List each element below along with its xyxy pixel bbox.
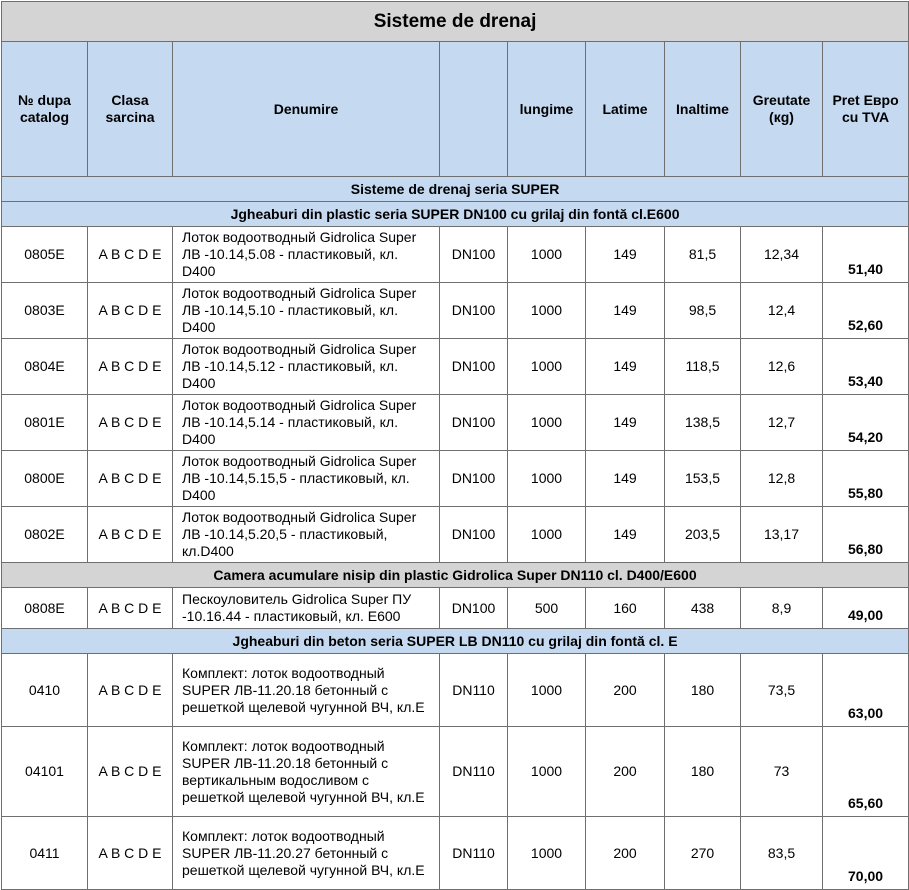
cell-dn: DN100 [440, 395, 508, 451]
cell-pret: 53,40 [823, 339, 909, 395]
cell-dn: DN100 [440, 227, 508, 283]
cell-lungime: 1000 [508, 817, 586, 890]
header-greutate: Greutate (кg) [741, 42, 823, 177]
cell-dn: DN100 [440, 283, 508, 339]
cell-denumire: Лоток водоотводный Gidrolica Super ЛВ -10.14,5.10 - пластиковый, кл. D400 [173, 283, 440, 339]
cell-clasa: A B C D E [88, 227, 173, 283]
cell-pret: 52,60 [823, 283, 909, 339]
header-denumire: Denumire [173, 42, 440, 177]
page-title: Sisteme de drenaj [2, 2, 909, 42]
cell-greutate: 8,9 [741, 588, 823, 629]
cell-inaltime: 270 [665, 817, 741, 890]
cell-pret: 51,40 [823, 227, 909, 283]
cell-catalog: 0805E [2, 227, 88, 283]
cell-pret: 70,00 [823, 817, 909, 890]
cell-greutate: 12,34 [741, 227, 823, 283]
cell-inaltime: 180 [665, 654, 741, 727]
cell-pret: 56,80 [823, 507, 909, 563]
cell-clasa: A B C D E [88, 339, 173, 395]
table-row [2, 588, 909, 629]
header-inaltime: Inaltime [665, 42, 741, 177]
section-row [2, 563, 909, 588]
cell-latime: 200 [586, 654, 665, 727]
cell-denumire: Лоток водоотводный Gidrolica Super ЛВ -10.14,5.14 - пластиковый, кл. D400 [173, 395, 440, 451]
cell-lungime: 1000 [508, 283, 586, 339]
cell-dn: DN100 [440, 507, 508, 563]
cell-lungime: 1000 [508, 395, 586, 451]
cell-greutate: 12,8 [741, 451, 823, 507]
cell-pret: 55,80 [823, 451, 909, 507]
section-title: Jgheaburi din beton seria SUPER LB DN110 cu grilaj din fontă cl. E [2, 629, 909, 654]
section-row [2, 629, 909, 654]
cell-clasa: A B C D E [88, 588, 173, 629]
cell-lungime: 1000 [508, 654, 586, 727]
header-dn [440, 42, 508, 177]
cell-inaltime: 98,5 [665, 283, 741, 339]
header-catalog: № dupa catalog [2, 42, 88, 177]
cell-clasa: A B C D E [88, 817, 173, 890]
cell-denumire: Лоток водоотводный Gidrolica Super ЛВ -10.14,5.20,5 - пластиковый, кл.D400 [173, 507, 440, 563]
cell-clasa: A B C D E [88, 507, 173, 563]
cell-inaltime: 81,5 [665, 227, 741, 283]
cell-catalog: 0803E [2, 283, 88, 339]
cell-clasa: A B C D E [88, 654, 173, 727]
cell-denumire: Пескоуловитель Gidrolica Super ПУ -10.16.44 - пластиковый, кл. E600 [173, 588, 440, 629]
cell-pret: 65,60 [823, 727, 909, 817]
cell-greutate: 73 [741, 727, 823, 817]
cell-dn: DN100 [440, 339, 508, 395]
cell-pret: 54,20 [823, 395, 909, 451]
cell-denumire: Комплект: лоток водоотводный SUPER ЛВ-11.20.27 бетонный с решеткой щелевой чугунной ВЧ, кл.Е [173, 817, 440, 890]
cell-dn: DN100 [440, 451, 508, 507]
price-table [1, 1, 909, 890]
cell-catalog: 0802E [2, 507, 88, 563]
cell-pret: 49,00 [823, 588, 909, 629]
cell-catalog: 0410 [2, 654, 88, 727]
cell-inaltime: 153,5 [665, 451, 741, 507]
section-title: Camera acumulare nisip din plastic Gidrolica Super DN110 cl. D400/E600 [2, 563, 909, 588]
cell-inaltime: 138,5 [665, 395, 741, 451]
cell-clasa: A B C D E [88, 283, 173, 339]
cell-latime: 149 [586, 451, 665, 507]
cell-denumire: Комплект: лоток водоотводный SUPER ЛВ-11.20.18 бетонный с решеткой щелевой чугунной ВЧ, кл.Е [173, 654, 440, 727]
cell-latime: 160 [586, 588, 665, 629]
cell-clasa: A B C D E [88, 451, 173, 507]
cell-lungime: 1000 [508, 227, 586, 283]
cell-dn: DN110 [440, 727, 508, 817]
section-row [2, 202, 909, 227]
cell-catalog: 0800E [2, 451, 88, 507]
table-row [2, 283, 909, 339]
cell-greutate: 73,5 [741, 654, 823, 727]
table-row [2, 395, 909, 451]
cell-catalog: 0804E [2, 339, 88, 395]
cell-clasa: A B C D E [88, 395, 173, 451]
cell-greutate: 83,5 [741, 817, 823, 890]
cell-clasa: A B C D E [88, 727, 173, 817]
cell-inaltime: 203,5 [665, 507, 741, 563]
table-row [2, 727, 909, 817]
cell-dn: DN100 [440, 588, 508, 629]
table-row [2, 507, 909, 563]
cell-greutate: 12,4 [741, 283, 823, 339]
header-clasa: Clasa sarcina [88, 42, 173, 177]
cell-inaltime: 118,5 [665, 339, 741, 395]
cell-lungime: 1000 [508, 451, 586, 507]
cell-denumire: Лоток водоотводный Gidrolica Super ЛВ -10.14,5.08 - пластиковый, кл. D400 [173, 227, 440, 283]
cell-pret: 63,00 [823, 654, 909, 727]
cell-lungime: 1000 [508, 339, 586, 395]
cell-latime: 149 [586, 395, 665, 451]
cell-catalog: 0808E [2, 588, 88, 629]
cell-catalog: 04101 [2, 727, 88, 817]
table-row [2, 451, 909, 507]
cell-greutate: 12,7 [741, 395, 823, 451]
header-lungime: lungime [508, 42, 586, 177]
section-title: Jgheaburi din plastic seria SUPER DN100 cu grilaj din fontă cl.E600 [2, 202, 909, 227]
cell-latime: 149 [586, 339, 665, 395]
table-row [2, 339, 909, 395]
cell-dn: DN110 [440, 654, 508, 727]
table-row [2, 817, 909, 890]
header-pret: Pret Евро cu TVA [823, 42, 909, 177]
cell-lungime: 500 [508, 588, 586, 629]
cell-denumire: Лоток водоотводный Gidrolica Super ЛВ -10.14,5.12 - пластиковый, кл. D400 [173, 339, 440, 395]
header-latime: Latime [586, 42, 665, 177]
cell-inaltime: 180 [665, 727, 741, 817]
cell-lungime: 1000 [508, 727, 586, 817]
cell-greutate: 13,17 [741, 507, 823, 563]
header-row [2, 42, 909, 177]
cell-denumire: Лоток водоотводный Gidrolica Super ЛВ -10.14,5.15,5 - пластиковый, кл. D400 [173, 451, 440, 507]
cell-dn: DN110 [440, 817, 508, 890]
table-row [2, 227, 909, 283]
cell-catalog: 0801E [2, 395, 88, 451]
cell-lungime: 1000 [508, 507, 586, 563]
section-title: Sisteme de drenaj seria SUPER [2, 177, 909, 202]
cell-latime: 200 [586, 817, 665, 890]
cell-denumire: Комплект: лоток водоотводный SUPER ЛВ-11.20.18 бетонный с вертикальным водосливом с решеткой щелевой чугунной ВЧ, кл.Е [173, 727, 440, 817]
cell-latime: 200 [586, 727, 665, 817]
cell-latime: 149 [586, 283, 665, 339]
table-row [2, 654, 909, 727]
title-row [2, 2, 909, 42]
cell-latime: 149 [586, 227, 665, 283]
cell-greutate: 12,6 [741, 339, 823, 395]
cell-inaltime: 438 [665, 588, 741, 629]
section-row [2, 177, 909, 202]
cell-latime: 149 [586, 507, 665, 563]
cell-catalog: 0411 [2, 817, 88, 890]
